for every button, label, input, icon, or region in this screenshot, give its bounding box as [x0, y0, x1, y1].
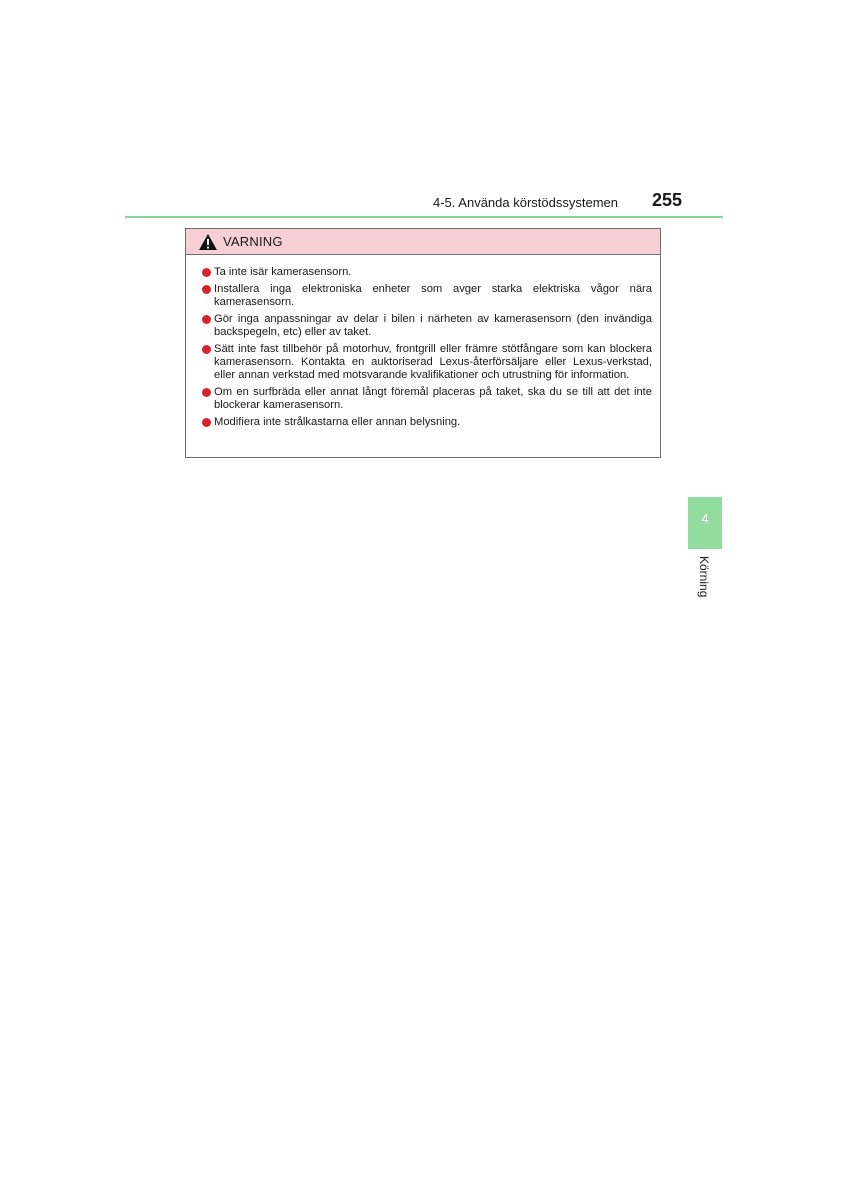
bullet-icon [202, 345, 211, 354]
warning-item-text: Installera inga elektroniska enheter som avger starka elektriska vågor nära kamerasensorn. [214, 283, 652, 308]
warning-item [202, 313, 652, 339]
bullet-icon [202, 315, 211, 324]
header-divider [125, 216, 723, 218]
warning-triangle-icon [198, 233, 218, 251]
warning-box [185, 228, 661, 458]
bullet-icon [202, 418, 211, 427]
warning-item-text: Om en surfbräda eller annat långt föremål placeras på taket, ska du se till att det inte blockerar kamerasensorn. [214, 386, 652, 411]
warning-item-text: Gör inga anpassningar av delar i bilen i närheten av kamerasensorn (den invändiga backspegeln, etc) eller av taket. [214, 313, 652, 338]
chapter-number: 4 [701, 511, 709, 526]
bullet-icon [202, 388, 211, 397]
section-title: 4-5. Använda körstödssystemen [433, 195, 618, 210]
bullet-icon [202, 268, 211, 277]
page-number: 255 [651, 190, 682, 210]
warning-item-text: Ta inte isär kamerasensorn. [214, 266, 352, 278]
warning-item-text: Sätt inte fast tillbehör på motorhuv, frontgrill eller främre stötfångare som kan blockera kamerasensorn. Kontakta en auktoriserad Lexus-återförsäljare eller Lexus-verkstad, eller annan verkstad med motsvarande kvalifikationer och utrustning för information. [214, 343, 652, 381]
warning-item [202, 386, 652, 412]
bullet-icon [202, 285, 211, 294]
warning-item [202, 283, 652, 309]
warning-label: VARNING [223, 234, 283, 249]
warning-item [202, 343, 652, 382]
warning-item [202, 266, 652, 279]
warning-item [202, 416, 652, 429]
warning-header [186, 229, 660, 255]
chapter-tab [688, 497, 722, 549]
chapter-name: Körning [697, 556, 711, 598]
warning-list [186, 255, 660, 429]
warning-item-text: Modifiera inte strålkastarna eller annan belysning. [214, 416, 461, 428]
